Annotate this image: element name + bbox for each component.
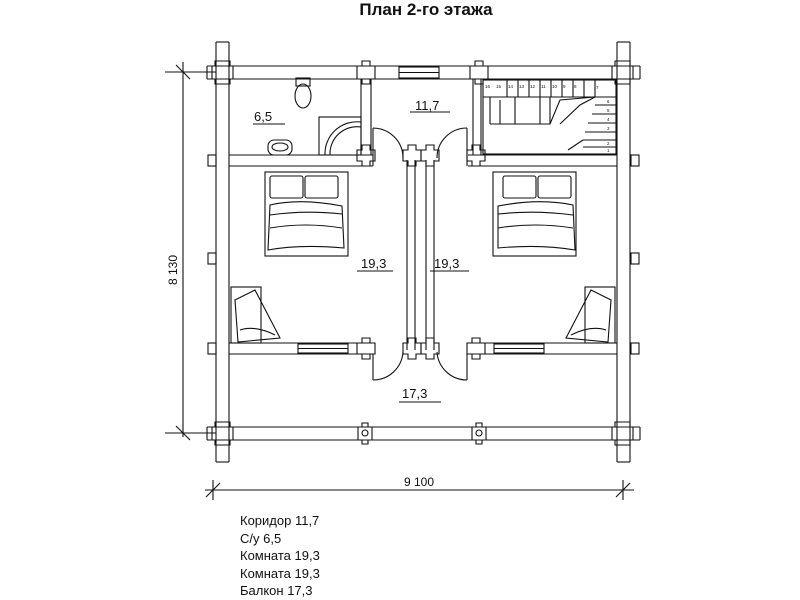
bed-left <box>265 172 348 256</box>
legend-item: Коридор 11,7 <box>240 513 320 528</box>
legend-item: С/у 6,5 <box>240 530 282 546</box>
room-area-right: 19,3 <box>434 256 460 271</box>
dimension-height-label: 8 130 <box>166 254 180 286</box>
desk-right <box>566 287 615 343</box>
stair-step-label: 7 <box>596 85 599 90</box>
stair-step-label: 12 <box>530 84 536 89</box>
plan-title: План 2-го этажа <box>359 0 493 19</box>
shower-fixture <box>319 117 361 155</box>
legend-item: Балкон 17,3 <box>240 583 313 599</box>
stair-step-label: 10 <box>552 84 558 89</box>
room-area-wc: 6,5 <box>254 109 273 124</box>
stair-step-label: 16 <box>485 84 491 89</box>
area-legend <box>240 512 320 600</box>
stair-step-label: 8 <box>574 84 577 89</box>
interior-walls <box>229 79 617 354</box>
staircase <box>483 80 616 154</box>
legend-item: Комната 19,3 <box>240 548 320 564</box>
legend-item: Комната 19,3 <box>240 565 320 581</box>
doors <box>373 128 467 380</box>
room-area-left: 19,3 <box>361 256 387 271</box>
stair-step-label: 11 <box>541 84 546 89</box>
toilet-fixture <box>295 78 311 108</box>
stair-step-label: 6 <box>607 99 610 104</box>
room-area-corridor: 11,7 <box>415 98 440 113</box>
desk-left <box>231 287 280 343</box>
bed-right <box>493 172 576 256</box>
stair-step-label: 4 <box>607 117 610 122</box>
stair-step-label: 1 <box>607 148 610 153</box>
stair-step-label: 14 <box>508 84 514 89</box>
stair-step-label: 2 <box>607 141 610 146</box>
stair-step-label: 3 <box>607 126 610 131</box>
stair-step-numbers <box>485 84 610 153</box>
room-area-balcony: 17,3 <box>402 386 428 401</box>
stair-step-label: 5 <box>607 108 610 113</box>
stair-step-label: 13 <box>519 84 525 89</box>
dimension-height <box>165 62 216 440</box>
sink-fixture <box>268 140 292 155</box>
dimension-width-label: 9 100 <box>403 475 435 489</box>
stair-step-label: 9 <box>563 84 566 89</box>
stair-step-label: 15 <box>496 84 502 89</box>
balcony-posts <box>358 423 486 444</box>
